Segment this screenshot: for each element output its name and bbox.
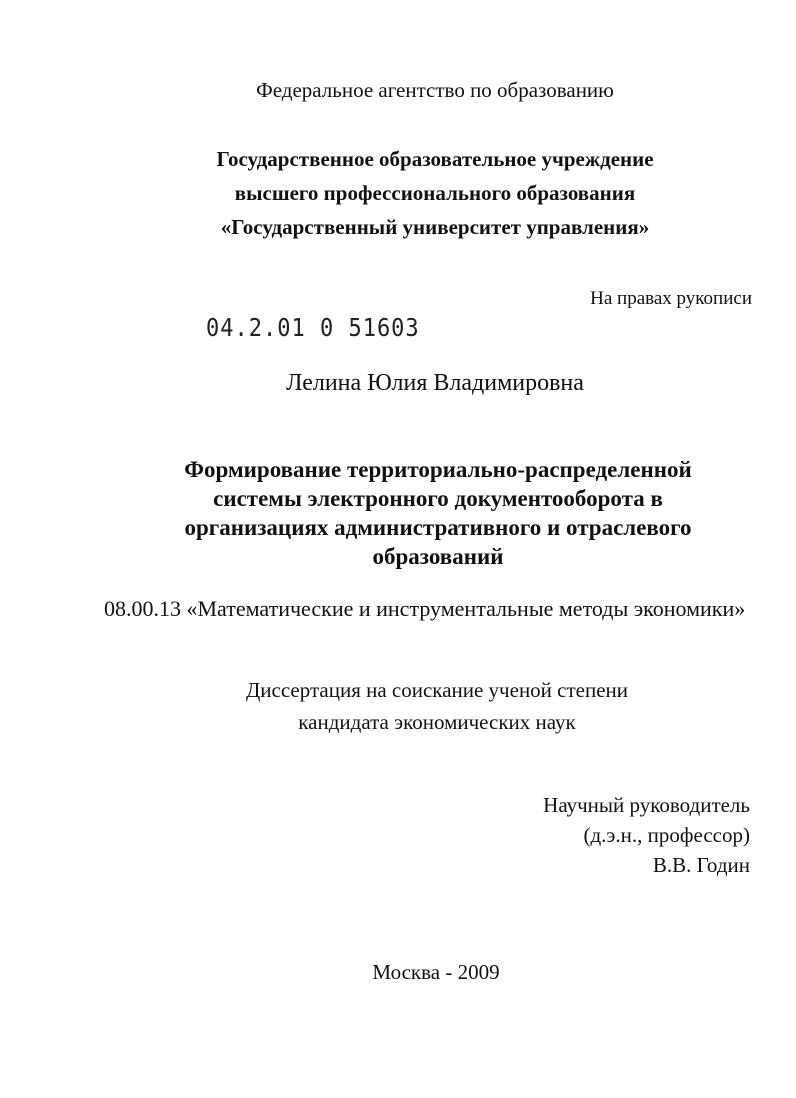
title-line: организациях административного и отраслевого <box>184 515 692 540</box>
degree-line: кандидата экономических наук <box>298 710 576 734</box>
title-line: системы электронного документооборота в <box>213 486 663 511</box>
supervisor-degree: (д.э.н., профессор) <box>583 823 750 847</box>
title-line: Формирование территориально-распределенной <box>184 457 692 482</box>
supervisor-label: Научный руководитель <box>543 793 750 817</box>
dissertation-title <box>0 455 796 571</box>
library-stamp-number: 04.2.01 0 51603 <box>206 314 420 343</box>
city-year: Москва - 2009 <box>372 960 500 984</box>
rights-note: На правах рукописи <box>590 288 752 309</box>
author-name: Лелина Юлия Владимировна <box>286 370 584 396</box>
institution-block <box>0 142 796 244</box>
degree-line: Диссертация на соискание ученой степени <box>245 678 629 702</box>
institution-line: высшего профессионального образования <box>234 181 636 205</box>
title-line: образований <box>372 544 504 569</box>
degree-statement <box>0 674 796 738</box>
agency-name: Федеральное агентство по образованию <box>256 78 614 102</box>
supervisor-block <box>543 790 750 880</box>
institution-line: Государственное образовательное учреждение <box>216 147 654 171</box>
specialty-code: 08.00.13 «Математические и инструментальные методы экономики» <box>104 596 746 621</box>
institution-line: «Государственный университет управления» <box>220 215 650 239</box>
supervisor-name: В.В. Годин <box>652 853 750 877</box>
